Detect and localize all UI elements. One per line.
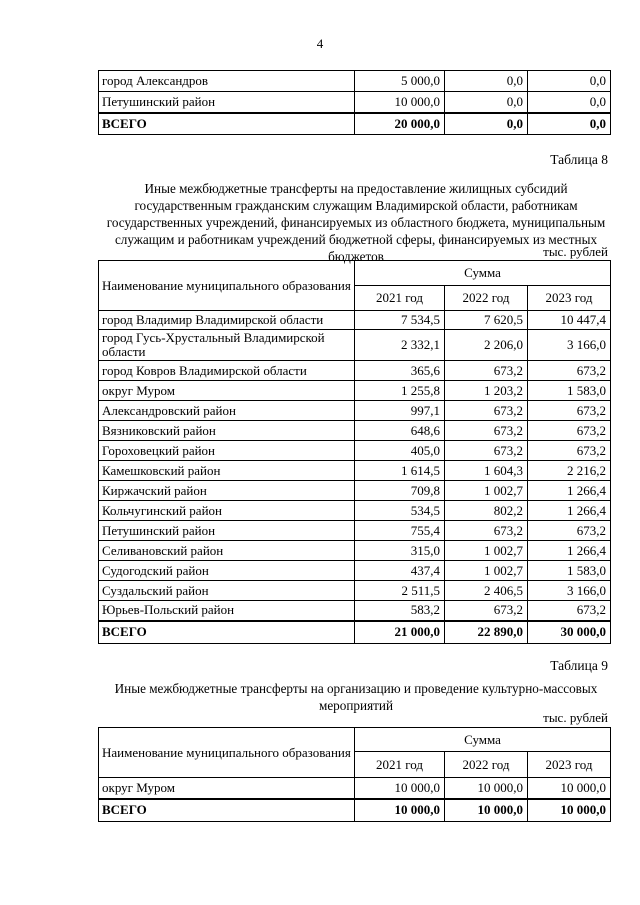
value-2021: 534,5 xyxy=(355,501,445,521)
table8 xyxy=(98,260,611,644)
value-2021: 2 511,5 xyxy=(355,581,445,601)
total-label: ВСЕГО xyxy=(99,621,355,644)
value-2023: 1 266,4 xyxy=(528,541,611,561)
value-2023: 673,2 xyxy=(528,421,611,441)
value-2023: 1 266,4 xyxy=(528,501,611,521)
row-name: Селивановский район xyxy=(99,541,355,561)
table-row xyxy=(99,601,611,621)
page-number: 4 xyxy=(316,36,324,51)
value-2022: 673,2 xyxy=(445,441,528,461)
table-row xyxy=(99,778,611,799)
row-name: округ Муром xyxy=(99,778,355,799)
table9-label: Таблица 9 xyxy=(550,658,608,673)
value-2022: 673,2 xyxy=(445,601,528,621)
value-2021: 583,2 xyxy=(355,601,445,621)
table-row xyxy=(99,421,611,441)
value-2021: 755,4 xyxy=(355,521,445,541)
value-2021: 997,1 xyxy=(355,401,445,421)
row-name: Суздальский район xyxy=(99,581,355,601)
value-2021: 648,6 xyxy=(355,421,445,441)
value-2022: 673,2 xyxy=(445,521,528,541)
value-2023: 3 166,0 xyxy=(528,330,611,361)
value-2023: 673,2 xyxy=(528,601,611,621)
table-row xyxy=(99,461,611,481)
value-2023: 3 166,0 xyxy=(528,581,611,601)
total-label: ВСЕГО xyxy=(99,113,355,135)
value-2022: 673,2 xyxy=(445,421,528,441)
header-sum: Сумма xyxy=(355,261,611,286)
row-name: Кольчугинский район xyxy=(99,501,355,521)
table-row xyxy=(99,521,611,541)
value-2021: 709,8 xyxy=(355,481,445,501)
value-2022: 10 000,0 xyxy=(445,778,528,799)
row-name: округ Муром xyxy=(99,381,355,401)
total-2022: 0,0 xyxy=(445,113,528,135)
header-name-col: Наименование муниципального образования xyxy=(99,261,355,311)
header-year-2023: 2023 год xyxy=(528,752,611,778)
value-2021: 365,6 xyxy=(355,361,445,381)
table-row xyxy=(99,311,611,330)
value-2022: 7 620,5 xyxy=(445,311,528,330)
table9-units: тыс. рублей xyxy=(543,710,608,725)
table-row xyxy=(99,381,611,401)
value-2021: 315,0 xyxy=(355,541,445,561)
value-2022: 1 002,7 xyxy=(445,481,528,501)
value-2022: 2 406,5 xyxy=(445,581,528,601)
row-name: город Гусь-Хрустальный Владимирской области xyxy=(99,330,355,361)
total-2022: 10 000,0 xyxy=(445,799,528,822)
row-name: Киржачский район xyxy=(99,481,355,501)
value-2023: 0,0 xyxy=(528,92,611,113)
table-row xyxy=(99,361,611,381)
header-name-col: Наименование муниципального образования xyxy=(99,728,355,778)
value-2023: 673,2 xyxy=(528,361,611,381)
table-row xyxy=(99,501,611,521)
value-2023: 673,2 xyxy=(528,521,611,541)
row-name: город Александров xyxy=(99,71,355,92)
value-2023: 673,2 xyxy=(528,401,611,421)
value-2023: 0,0 xyxy=(528,71,611,92)
value-2022: 673,2 xyxy=(445,361,528,381)
value-2022: 673,2 xyxy=(445,401,528,421)
total-row xyxy=(99,621,611,644)
row-name: Александровский район xyxy=(99,401,355,421)
table-row xyxy=(99,401,611,421)
table-row xyxy=(99,561,611,581)
value-2022: 802,2 xyxy=(445,501,528,521)
value-2023: 673,2 xyxy=(528,441,611,461)
value-2021: 7 534,5 xyxy=(355,311,445,330)
value-2021: 2 332,1 xyxy=(355,330,445,361)
header-year-2021: 2021 год xyxy=(355,752,445,778)
value-2022: 1 604,3 xyxy=(445,461,528,481)
value-2022: 1 002,7 xyxy=(445,541,528,561)
table-row xyxy=(99,581,611,601)
table-row xyxy=(99,330,611,361)
total-2021: 21 000,0 xyxy=(355,621,445,644)
table9-caption: Иные межбюджетные трансферты на организацию и проведение культурно-массовых мероприятий xyxy=(114,681,598,713)
value-2023: 1 583,0 xyxy=(528,381,611,401)
total-label: ВСЕГО xyxy=(99,799,355,822)
continued-table xyxy=(98,70,611,135)
header-row xyxy=(99,728,611,752)
header-year-2021: 2021 год xyxy=(355,286,445,311)
total-2023: 30 000,0 xyxy=(528,621,611,644)
total-row xyxy=(99,799,611,822)
total-2023: 10 000,0 xyxy=(528,799,611,822)
value-2023: 2 216,2 xyxy=(528,461,611,481)
table-row xyxy=(99,441,611,461)
row-name: Камешковский район xyxy=(99,461,355,481)
total-row xyxy=(99,113,611,135)
value-2023: 10 447,4 xyxy=(528,311,611,330)
value-2021: 1 614,5 xyxy=(355,461,445,481)
row-name: Петушинский район xyxy=(99,521,355,541)
table8-label: Таблица 8 xyxy=(550,152,608,167)
table8-units: тыс. рублей xyxy=(543,244,608,259)
total-2023: 0,0 xyxy=(528,113,611,135)
header-year-2022: 2022 год xyxy=(445,752,528,778)
row-name: Петушинский район xyxy=(99,92,355,113)
row-name: город Ковров Владимирской области xyxy=(99,361,355,381)
value-2021: 437,4 xyxy=(355,561,445,581)
table-row xyxy=(99,481,611,501)
value-2022: 1 203,2 xyxy=(445,381,528,401)
value-2022: 0,0 xyxy=(445,92,528,113)
value-2022: 1 002,7 xyxy=(445,561,528,581)
value-2021: 5 000,0 xyxy=(355,71,445,92)
value-2022: 0,0 xyxy=(445,71,528,92)
value-2021: 405,0 xyxy=(355,441,445,461)
table-row xyxy=(99,541,611,561)
header-year-2023: 2023 год xyxy=(528,286,611,311)
row-name: Юрьев-Польский район xyxy=(99,601,355,621)
total-2021: 10 000,0 xyxy=(355,799,445,822)
table8-caption: Иные межбюджетные трансферты на предоставление жилищных субсидий государственным гражданским служащим Владимирской области, работникам государственных учреждений, финансируемых из областного бюджета, муниципальным служащим и работникам учреждений бюджетной сферы, финансируемых из местных бюджетов xyxy=(106,181,606,264)
row-name: Вязниковский район xyxy=(99,421,355,441)
row-name: Судогодский район xyxy=(99,561,355,581)
table-row xyxy=(99,71,611,92)
table9 xyxy=(98,727,611,822)
value-2023: 1 266,4 xyxy=(528,481,611,501)
value-2023: 10 000,0 xyxy=(528,778,611,799)
total-2022: 22 890,0 xyxy=(445,621,528,644)
table-row xyxy=(99,92,611,113)
value-2021: 1 255,8 xyxy=(355,381,445,401)
row-name: город Владимир Владимирской области xyxy=(99,311,355,330)
header-year-2022: 2022 год xyxy=(445,286,528,311)
header-row xyxy=(99,261,611,286)
value-2022: 2 206,0 xyxy=(445,330,528,361)
row-name: Гороховецкий район xyxy=(99,441,355,461)
value-2021: 10 000,0 xyxy=(355,92,445,113)
value-2023: 1 583,0 xyxy=(528,561,611,581)
header-sum: Сумма xyxy=(355,728,611,752)
total-2021: 20 000,0 xyxy=(355,113,445,135)
value-2021: 10 000,0 xyxy=(355,778,445,799)
